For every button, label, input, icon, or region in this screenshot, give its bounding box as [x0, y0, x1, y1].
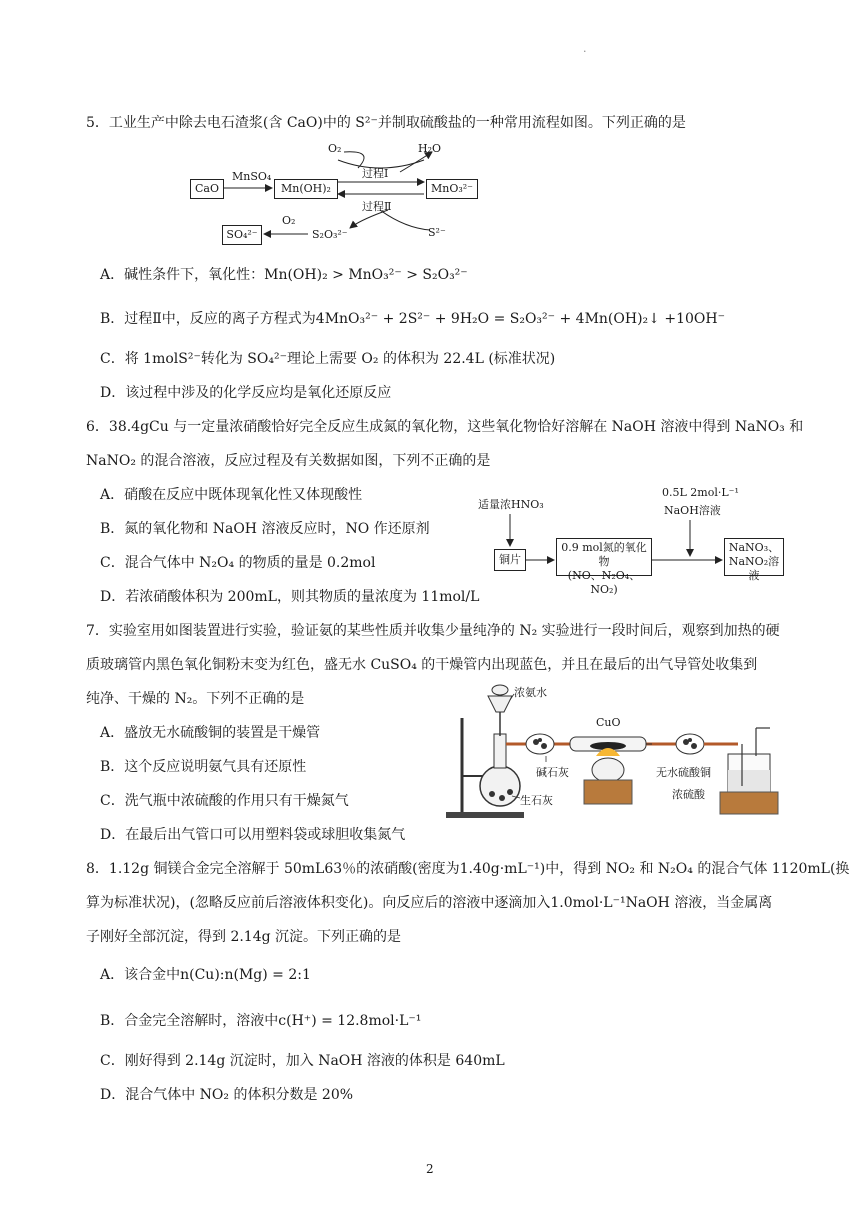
box-so4: SO₄²⁻: [222, 225, 262, 245]
q6-option-d: D．若浓硝酸体积为 200mL，则其物质的量浓度为 11mol/L: [100, 589, 480, 605]
label-conc-h2so4: 浓硫酸: [672, 788, 705, 801]
q7-stem-line2: 质玻璃管内黑色氧化铜粉末变为红色，盛无水 CuSO₄ 的干燥管内出现蓝色，并且在最后的出气导管处收集到: [86, 657, 758, 673]
label-o2-bottom: O₂: [282, 214, 296, 227]
label-soda-lime: 碱石灰: [536, 766, 569, 779]
box-copper: 铜片: [494, 549, 526, 571]
q6-stem-line2: NaNO₂ 的混合溶液，反应过程及有关数据如图，下列不正确的是: [86, 453, 491, 469]
q8-stem-line3: 子刚好全部沉淀，得到 2.14g 沉淀。下列正确的是: [86, 929, 402, 945]
page-number: 2: [426, 1162, 434, 1176]
box-cao: CaO: [190, 179, 224, 199]
q8-stem-line2: 算为标准状况)，(忽略反应前后溶液体积变化)。向反应后的溶液中逐滴加入1.0mol·L⁻¹NaOH 溶液，当金属离: [86, 895, 773, 911]
q7-option-c: C．洗气瓶中浓硫酸的作用只有干燥氮气: [100, 793, 349, 809]
q8-stem-line1: 8．1.12g 铜镁合金完全溶解于 50mL63％的浓硝酸(密度为1.40g·mL⁻¹)中，得到 NO₂ 和 N₂O₄ 的混合气体 1120mL(换: [86, 861, 850, 877]
label-naoh-conc: 0.5L 2mol·L⁻¹: [662, 486, 739, 499]
box-mnoh2: Mn(OH)₂: [274, 179, 338, 199]
nox-line2: (NO、N₂O₄、NO₂): [567, 569, 641, 596]
q7-stem-line3: 纯净、干燥的 N₂。下列不正确的是: [86, 691, 305, 707]
q8-option-b: B．合金完全溶解时，溶液中c(H⁺) = 12.8mol·L⁻¹: [100, 1013, 422, 1029]
label-quicklime: 生石灰: [520, 794, 553, 807]
q5-option-d: D．该过程中涉及的化学反应均是氧化还原反应: [100, 385, 392, 401]
q6-option-a: A．硝酸在反应中既体现氧化性又体现酸性: [100, 487, 363, 503]
products-line1: NaNO₃、: [728, 541, 780, 554]
q8-option-a: A．该合金中n(Cu):n(Mg) = 2:1: [100, 967, 311, 983]
products-line2: NaNO₂溶液: [728, 555, 780, 582]
label-cuo: CuO: [596, 716, 621, 729]
q5-option-c: C．将 1molS²⁻转化为 SO₄²⁻理论上需要 O₂ 的体积为 22.4L (标准状况): [100, 351, 556, 367]
label-naoh-solution: NaOH溶液: [664, 504, 721, 517]
box-mno3: MnO₃²⁻: [426, 179, 478, 199]
label-o2-top: O₂: [328, 142, 342, 155]
q6-stem-line1: 6．38.4gCu 与一定量浓硝酸恰好完全反应生成氮的氧化物，这些氧化物恰好溶解在 NaOH 溶液中得到 NaNO₃ 和: [86, 419, 804, 435]
label-s2: S²⁻: [428, 226, 446, 239]
label-mnso4: MnSO₄: [232, 170, 272, 183]
top-mark: .: [583, 42, 587, 55]
q6-option-b: B．氮的氧化物和 NaOH 溶液反应时，NO 作还原剂: [100, 521, 430, 537]
q7-option-d: D．在最后出气管口可以用塑料袋或球胆收集氮气: [100, 827, 406, 843]
q7-option-b: B．这个反应说明氨气具有还原性: [100, 759, 307, 775]
q5-option-a: A．碱性条件下，氧化性：Mn(OH)₂ > MnO₃²⁻ > S₂O₃²⁻: [100, 267, 468, 283]
label-process-2: 过程Ⅱ: [362, 200, 392, 213]
q7-option-a: A．盛放无水硫酸铜的装置是干燥管: [100, 725, 321, 741]
q5-stem: 5．工业生产中除去电石渣浆(含 CaO)中的 S²⁻并制取硫酸盐的一种常用流程如图。下列正确的是: [86, 115, 686, 131]
nox-line1: 0.9 mol氮的氧化物: [561, 541, 647, 568]
q7-stem-line1: 7．实验室用如图装置进行实验，验证氨的某些性质并收集少量纯净的 N₂ 实验进行一段时间后，观察到加热的硬: [86, 623, 780, 639]
q5-option-b: B．过程Ⅱ中，反应的离子方程式为4MnO₃²⁻ + 2S²⁻ + 9H₂O = S₂O₃²⁻ + 4Mn(OH)₂↓ +10OH⁻: [100, 311, 725, 327]
label-conc-hno3: 适量浓HNO₃: [478, 498, 544, 511]
q6-option-c: C．混合气体中 N₂O₄ 的物质的量是 0.2mol: [100, 555, 376, 571]
q8-option-d: D．混合气体中 NO₂ 的体积分数是 20%: [100, 1087, 354, 1103]
label-process-1: 过程Ⅰ: [362, 167, 389, 180]
q8-option-c: C．刚好得到 2.14g 沉淀时，加入 NaOH 溶液的体积是 640mL: [100, 1053, 505, 1069]
label-anhydrous-cuso4: 无水硫酸铜: [656, 766, 711, 779]
label-conc-ammonia: 浓氨水: [514, 686, 547, 699]
label-s2o3: S₂O₃²⁻: [312, 228, 348, 241]
label-h2o: H₂O: [418, 142, 442, 155]
